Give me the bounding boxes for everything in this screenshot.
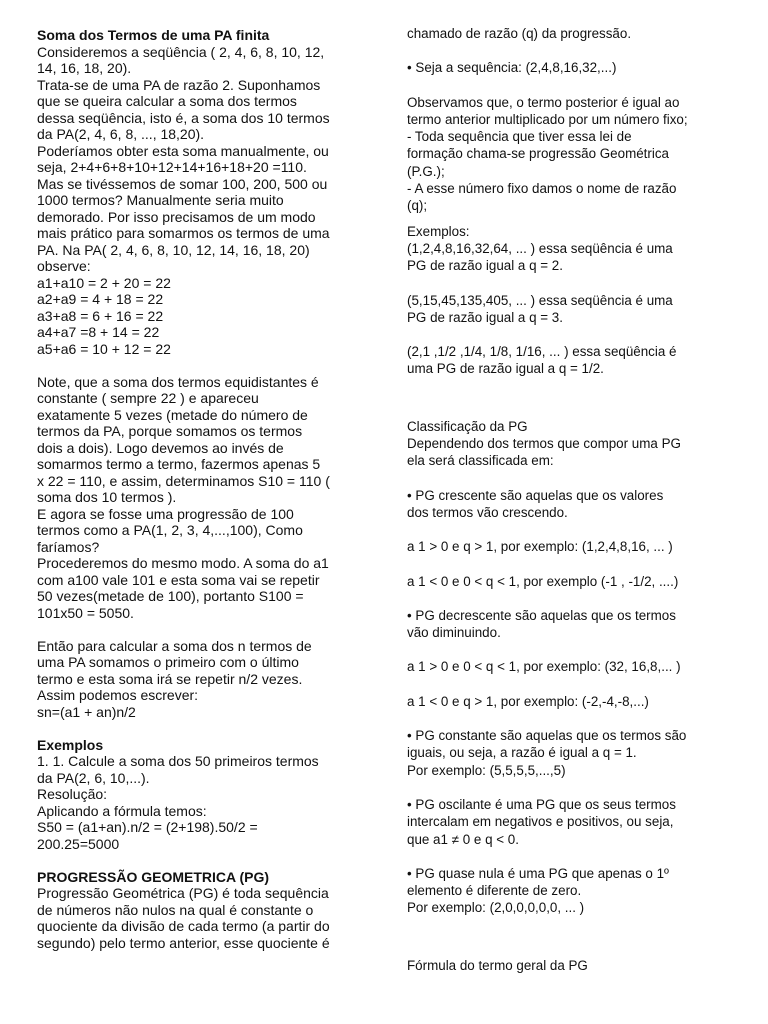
formula-paragraph: Então para calcular a soma dos n termos de uma PA somamos o primeiro com o último termo e esta soma irá se repetir n/2 vezes. Assim podemos escrever: sn=(a1 + an)n/2 (37, 637, 312, 720)
classification-paragraph: Classificação da PG Dependendo dos termos que compor uma PG ela será classificada em: (407, 418, 681, 469)
pg-constante: • PG constante são aquelas que os termos são iguais, ou seja, a razão é igual a q = 1. Por exemplo: (5,5,5,5,...,5) (407, 728, 687, 778)
pg-examples: Exemplos: (1,2,4,8,16,32,64, ... ) essa seqüência é uma PG de razão igual a q = 2. (407, 223, 673, 274)
examples-heading: Exemplos (37, 736, 104, 753)
pg-example-2: (5,15,45,135,405, ... ) essa seqüência é uma PG de razão igual a q = 3. (407, 292, 673, 325)
section-title-pa-sum: Soma dos Termos de uma PA finita (37, 27, 270, 43)
pg-crescente-example-1: a 1 > 0 e q > 1, por exemplo: (1,2,4,8,16, ... ) (407, 539, 673, 555)
pg-general-term-heading: Fórmula do termo geral da PG (407, 957, 588, 973)
pg-decrescente: • PG decrescente são aquelas que os termos vão diminuindo. (407, 607, 676, 641)
pg-intro-continuation: chamado de razão (q) da progressão. (407, 26, 632, 41)
left-column (37, 0, 372, 951)
observation-paragraph: Observamos que, o termo posterior é igual ao termo anterior multiplicado por um número fixo; - Toda sequência que tiver essa lei de formação chama-se progressão Geométrica (P.G.); - A esse número fixo damos o nome de razão (q); (407, 94, 688, 214)
pg-decrescente-example-1: a 1 > 0 e 0 < q < 1, por exemplo: (32, 16,8,... ) (407, 659, 681, 675)
sequence-item: • Seja a sequência: (2,4,8,16,32,...) (407, 60, 617, 76)
pg-decrescente-example-2: a 1 < 0 e q > 1, por exemplo: (-2,-4,-8,...) (407, 693, 649, 709)
pg-heading: PROGRESSÃO GEOMETRICA (PG) (37, 868, 270, 885)
note-paragraph: Note, que a soma dos termos equidistantes é constante ( sempre 22 ) e apareceu exatamente 5 vezes (metade do número de termos da PA, porque somamos os termos dois a dois). Logo devemos ao invés de somarmos termo a termo, fazermos apenas 5 x 22 = 110, e assim, determinamos S10 = 110 ( soma dos 10 termos ). E agora se fosse uma progressão de 100 termos como a PA(1, 2, 3, 4,...,100), Como faríamos? Procederemos do mesmo modo. A soma do a1 com a100 vale 101 e esta soma vai se repetir 50 vezes(metade de 100), portanto S100 = 101x50 = 5050. (37, 373, 330, 621)
pg-crescente: • PG crescente são aquelas que os valores dos termos vão crescendo. (407, 487, 664, 520)
pg-intro-paragraph: Progressão Geométrica (PG) é toda sequência de números não nulos na qual é constante o quociente da divisão de cada termo (a partir do segundo) pelo termo anterior, esse quociente é (37, 885, 330, 951)
pg-quase-nula: • PG quase nula é uma PG que apenas o 1º elemento é diferente de zero. Por exemplo: (2,0,0,0,0,0, ... ) (407, 865, 669, 916)
examples-body: 1. 1. Calcule a soma dos 50 primeiros termos da PA(2, 6, 10,...). Resolução: Aplicando a fórmula temos: S50 = (a1+an).n/2 = (2+198).50/2 = 200.25=5000 (37, 753, 319, 852)
pg-oscilante: • PG oscilante é uma PG que os seus termos intercalam em negativos e positivos, ou seja, que a1 ≠ 0 e q < 0. (407, 796, 676, 847)
pg-crescente-example-2: a 1 < 0 e 0 < q < 1, por exemplo (-1 , -1/2, ....) (407, 573, 679, 589)
pa-intro-paragraph: Consideremos a seqüência ( 2, 4, 6, 8, 10, 12, 14, 16, 18, 20). Trata-se de uma PA de razão 2. Suponhamos que se queira calcular a soma dos termos dessa seqüência, isto é, a soma dos 10 termos da PA(2, 4, 6, 8, ..., 18,20). Poderíamos obter esta soma manualmente, ou seja, 2+4+6+8+10+12+14+16+18+20 =110. Mas se tivéssemos de somar 100, 200, 500 ou 1000 termos? Manualmente seria muito demorado. Por isso precisamos de um modo mais prático para somarmos os termos de uma PA. Na PA( 2, 4, 6, 8, 10, 12, 14, 16, 18, 20) observe: a1+a10 = 2 + 20 = 22 a2+a9 = 4 + 18 = 22 a3+a8 = 6 + 16 = 22 a4+a7 =8 + 14 = 22 a5+a6 = 10 + 12 = 22 (37, 43, 330, 357)
right-column (407, 0, 747, 974)
pg-example-3: (2,1 ,1/2 ,1/4, 1/8, 1/16, ... ) essa seqüência é uma PG de razão igual a q = 1/2. (407, 344, 677, 377)
